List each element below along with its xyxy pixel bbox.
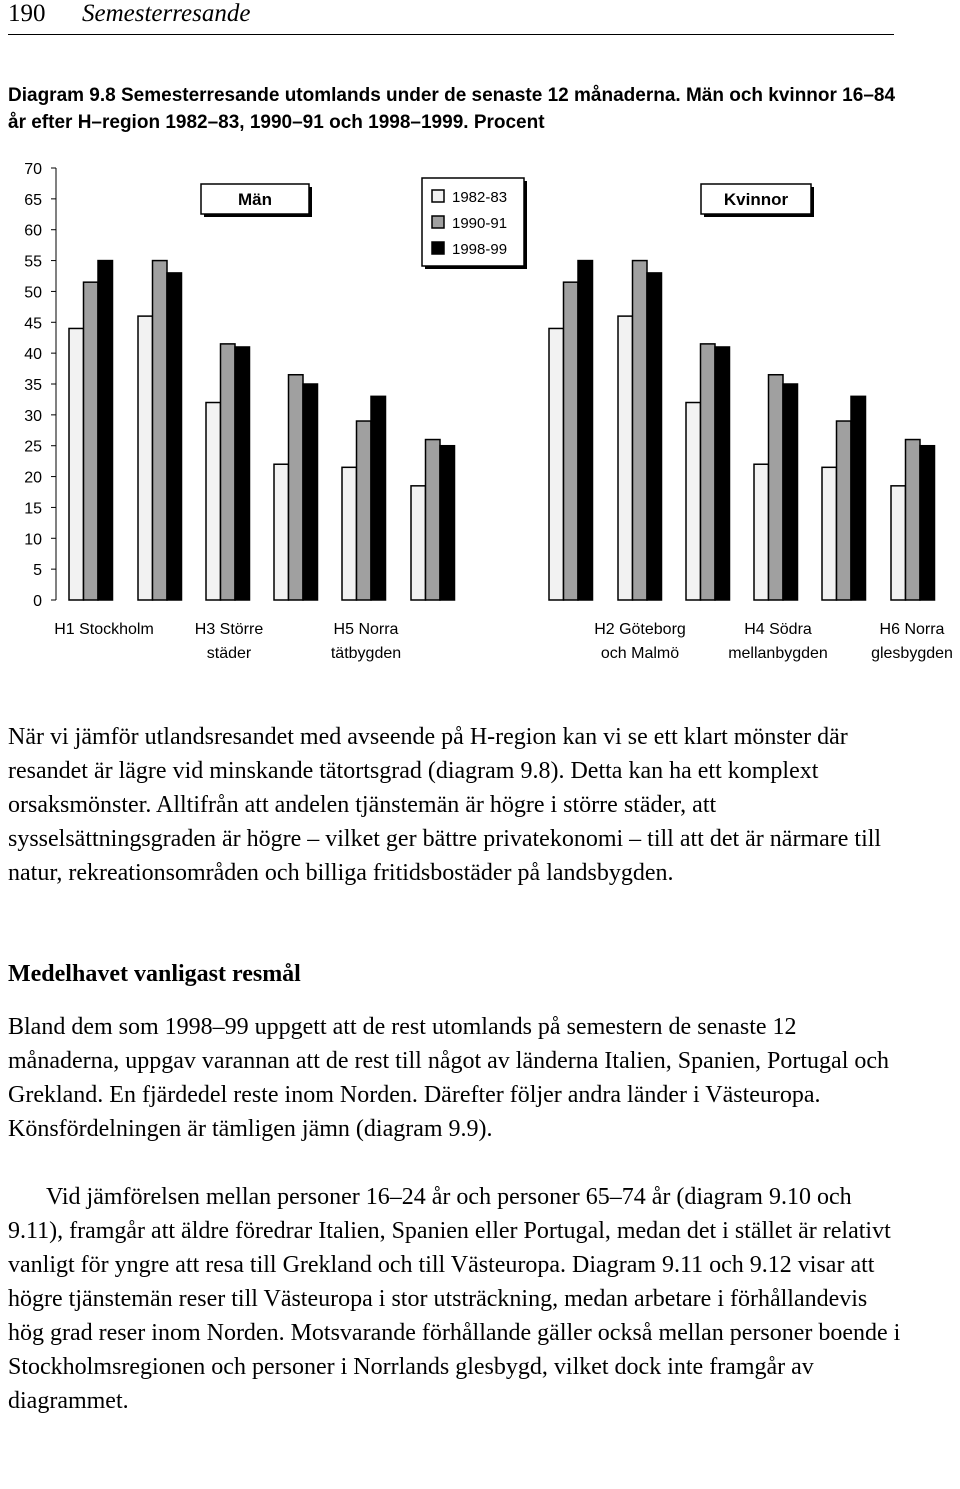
bar	[920, 446, 935, 600]
bar	[167, 273, 182, 600]
y-tick-label: 5	[33, 562, 42, 580]
bar	[371, 396, 386, 600]
y-tick-label: 50	[24, 284, 42, 302]
bar	[633, 261, 648, 600]
y-tick-label: 15	[24, 500, 42, 518]
bar	[98, 261, 113, 600]
bar	[221, 344, 236, 600]
paragraph-1: När vi jämför utlandsresandet med avseende på H-region kan vi se ett klart mönster där resandet är lägre vid minskande tätortsgrad (diagram 9.8). Detta kan ha ett komplext orsaksmönster. Alltifrån att andelen tjänstemän är högre i större städer, att sysselsättningsgraden är högre – vilket ger bättre privatekonomi – till att det är närmare till natur, rekreationsområden och billiga fritidsbostäder på landsbygden.	[8, 724, 882, 886]
x-tick-label: städer	[206, 645, 252, 662]
x-tick-label: mellanbygden	[728, 645, 828, 662]
bar	[647, 273, 662, 600]
figure-caption: Diagram 9.8 Semesterresande utomlands under de senaste 12 månaderna. Män och kvinnor 16–84 år efter H–region 1982–83, 1990–91 och 1998–1999. Procent	[8, 85, 896, 133]
legend-swatch	[432, 216, 444, 228]
y-tick-label: 20	[24, 469, 42, 487]
legend-label: 1990-91	[452, 215, 508, 232]
bar	[837, 421, 852, 600]
bar	[578, 261, 593, 600]
bar	[701, 344, 716, 600]
x-tick-label: och Malmö	[600, 645, 680, 662]
bar	[235, 347, 250, 600]
y-tick-label: 55	[24, 253, 42, 271]
bar	[153, 261, 168, 600]
bar	[686, 403, 701, 600]
bar	[851, 396, 866, 600]
group-label: Kvinnor	[723, 190, 789, 209]
legend-label: 1998-99	[452, 241, 508, 258]
bar	[274, 464, 289, 600]
y-tick-label: 70	[24, 161, 42, 178]
bar	[289, 375, 304, 600]
group-label: Män	[238, 190, 272, 209]
legend-swatch	[432, 190, 444, 202]
bar	[906, 440, 921, 600]
bar-chart	[0, 150, 960, 680]
x-tick-label: H4 Södra	[744, 621, 812, 638]
paragraph-2: Bland dem som 1998–99 uppgett att de rest utomlands på semestern de senaste 12 månaderna, uppgav varannan att de rest till något av länderna Italien, Spanien, Portugal och Grekland. En fjärdedel reste inom Norden. Därefter följer andra länder i Västeuropa. Könsfördelningen är tämligen jämn (diagram 9.9).	[8, 1014, 890, 1142]
bar	[342, 467, 357, 600]
x-tick-label: H6 Norra	[879, 621, 945, 638]
bar	[783, 384, 798, 600]
bar	[138, 316, 153, 600]
bar	[891, 486, 906, 600]
bar	[206, 403, 221, 600]
bar	[411, 486, 426, 600]
y-tick-label: 25	[24, 438, 42, 456]
running-title: Semesterresande	[82, 0, 251, 27]
y-tick-label: 45	[24, 315, 42, 333]
bar	[69, 328, 84, 600]
y-tick-label: 60	[24, 222, 42, 240]
y-tick-label: 10	[24, 531, 42, 549]
bar	[564, 282, 579, 600]
y-tick-label: 65	[24, 191, 42, 209]
bar	[426, 440, 441, 600]
x-tick-label: H3 Större	[194, 621, 264, 638]
bar	[618, 316, 633, 600]
x-tick-label: glesbygden	[871, 645, 953, 662]
bar	[715, 347, 730, 600]
x-tick-label: H2 Göteborg	[594, 621, 686, 638]
paragraph-3: Vid jämförelsen mellan personer 16–24 år och personer 65–74 år (diagram 9.10 och 9.11), framgår att äldre föredrar Italien, Spanien eller Portugal, medan det i stället är relativt vanligt för yngre att resa till Grekland och till Västeuropa. Diagram 9.11 och 9.12 visar att högre tjänstemän reser till Västeuropa i stor utsträckning, medan arbetare i förhållandevis hög grad reser inom Norden. Motsvarande förhållande gäller också mellan personer boende i Stockholmsregionen och personer i Norrlands glesbygd, vilket dock inte framgår av diagrammet.	[8, 1184, 901, 1414]
bar	[440, 446, 455, 600]
bar	[84, 282, 99, 600]
legend-label: 1982-83	[452, 189, 508, 206]
y-tick-label: 35	[24, 377, 42, 394]
y-tick-label: 0	[33, 593, 42, 610]
bar	[549, 328, 564, 600]
bar	[822, 467, 837, 600]
y-tick-label: 40	[24, 346, 42, 364]
page-number: 190	[8, 0, 46, 27]
x-tick-label: H5 Norra	[333, 621, 399, 638]
bar	[754, 464, 769, 600]
bar	[303, 384, 318, 600]
bar	[357, 421, 372, 600]
x-tick-label: tätbygden	[330, 645, 402, 662]
x-tick-label: H1 Stockholm	[54, 621, 154, 638]
page-header	[8, 0, 894, 35]
section-heading: Medelhavet vanligast resmål	[8, 961, 301, 987]
legend-swatch	[432, 242, 444, 254]
bar	[769, 375, 784, 600]
y-tick-label: 30	[24, 407, 42, 425]
